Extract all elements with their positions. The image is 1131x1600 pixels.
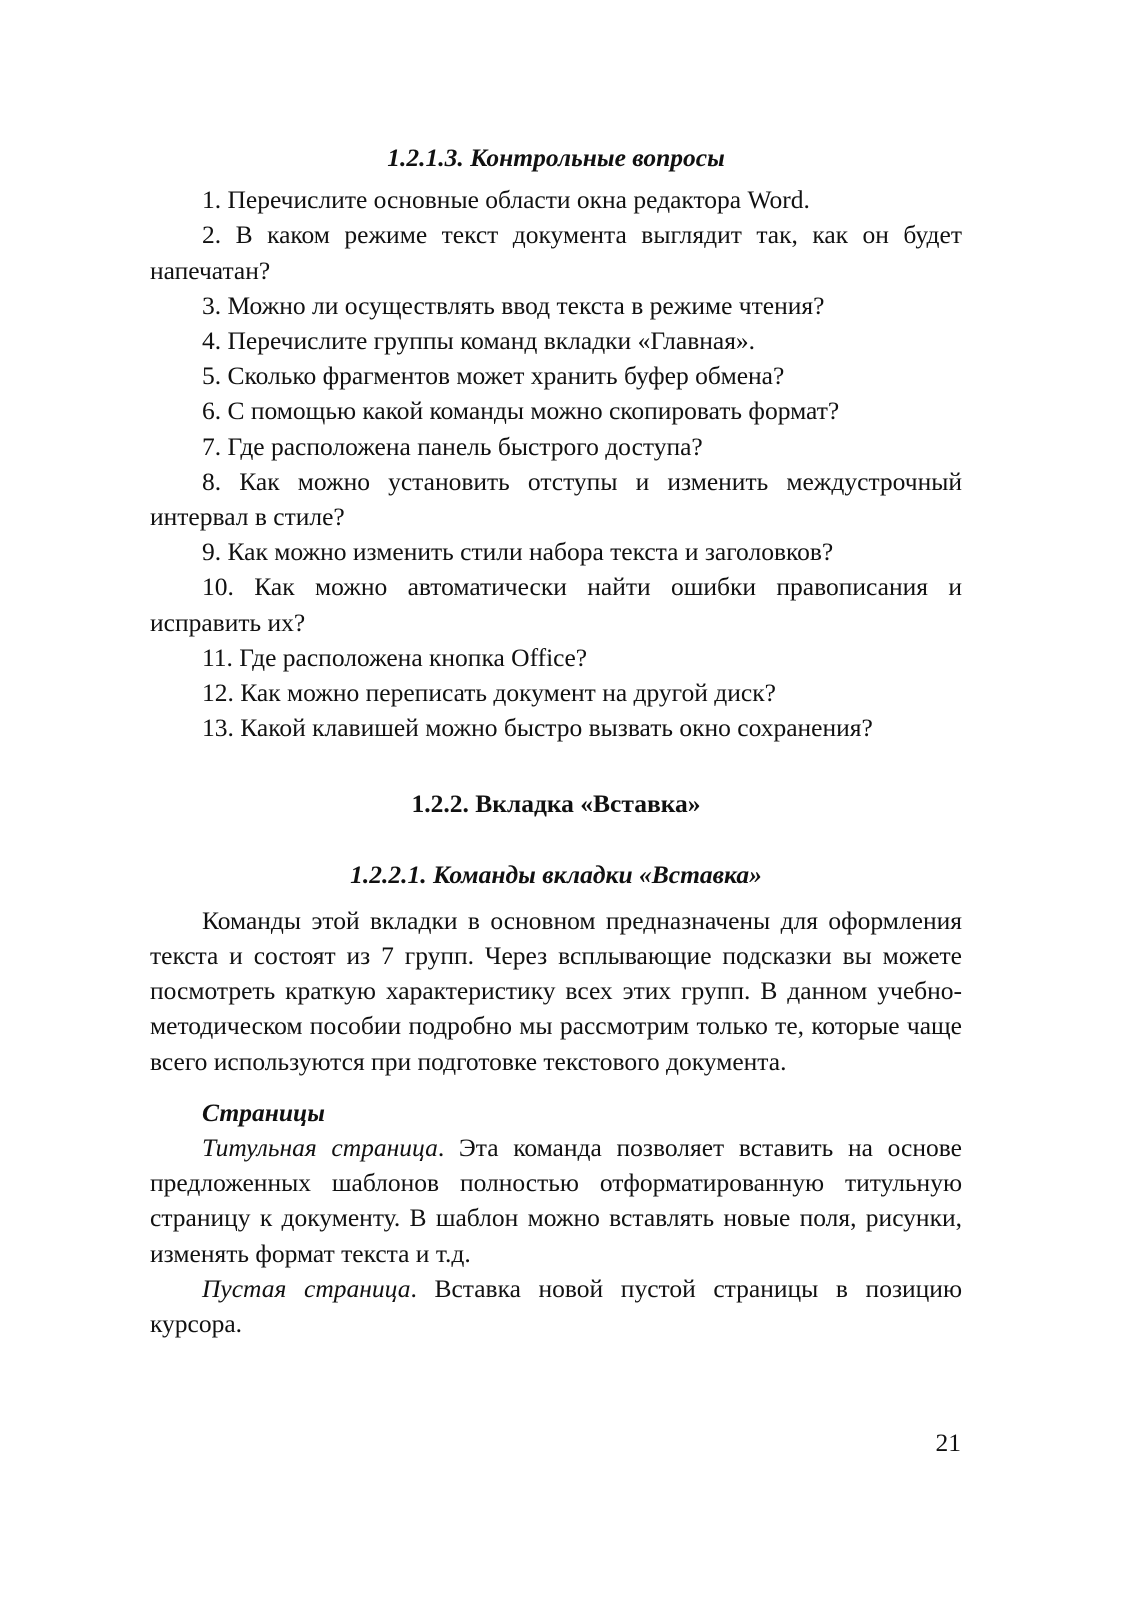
question-item: 9. Как можно изменить стили набора текста и заголовков? <box>202 537 834 567</box>
section-heading-control-questions: 1.2.1.3. Контрольные вопросы <box>387 143 725 172</box>
spacer <box>150 745 962 786</box>
question-item: 5. Сколько фрагментов может хранить буфер обмена? <box>202 361 785 391</box>
group-title-pages: Страницы <box>202 1097 325 1127</box>
term-blank-page: Пустая страница <box>202 1273 411 1303</box>
question-item: 8. Как можно установить отступы и изменить междустрочный интервал в стиле? <box>150 466 962 532</box>
spacer <box>150 822 962 857</box>
intro-paragraph: Команды этой вкладки в основном предназначены для оформления текста и состоят из 7 групп. Через всплывающие подсказки вы можете посмотреть краткую характеристику всех этих групп. В данном учебно-методическом пособии подробно мы рассмотрим только те, которые чаще всего используются при подготовке текстового документа. <box>150 905 962 1076</box>
question-item: 3. Можно ли осуществлять ввод текста в режиме чтения? <box>202 290 825 320</box>
paragraph-blank-page <box>150 1271 962 1341</box>
term-title-page: Титульная страница <box>202 1133 438 1163</box>
questions-list <box>150 182 962 745</box>
question-item: 7. Где расположена панель быстрого доступа? <box>202 431 703 461</box>
question-item: 4. Перечислите группы команд вкладки «Главная». <box>202 326 756 356</box>
spacer <box>150 1079 962 1095</box>
question-item: 11. Где расположена кнопка Office? <box>202 642 588 672</box>
paragraph-title-page <box>150 1130 962 1271</box>
question-item: 6. С помощью какой команды можно скопировать формат? <box>202 396 840 426</box>
question-item: 13. Какой клавишей можно быстро вызвать окно сохранения? <box>202 713 873 743</box>
question-item: 2. В каком режиме текст документа выглядит так, как он будет напечатан? <box>150 220 962 285</box>
document-page <box>150 140 962 1341</box>
question-item: 10. Как можно автоматически найти ошибки правописания и исправить их? <box>150 572 962 637</box>
question-item: 12. Как можно переписать документ на другой диск? <box>202 678 776 708</box>
page-number: 21 <box>935 1428 961 1457</box>
subsection-heading-insert-commands: 1.2.2.1. Команды вкладки «Вставка» <box>350 859 762 889</box>
question-item: 1. Перечислите основные области окна редактора Word. <box>202 185 810 215</box>
description-title-page: . Эта команда позволяет вставить на основе предложенных шаблонов полностью отформатированную титульную страницу к документу. В шаблон можно вставлять новые поля, рисунки, изменять формат текста и т.д. <box>150 1133 962 1268</box>
spacer <box>150 892 962 903</box>
section-heading-insert-tab: 1.2.2. Вкладка «Вставка» <box>411 789 701 819</box>
description-blank-page: . Вставка новой пустой страницы в позицию курсора. <box>150 1273 963 1339</box>
